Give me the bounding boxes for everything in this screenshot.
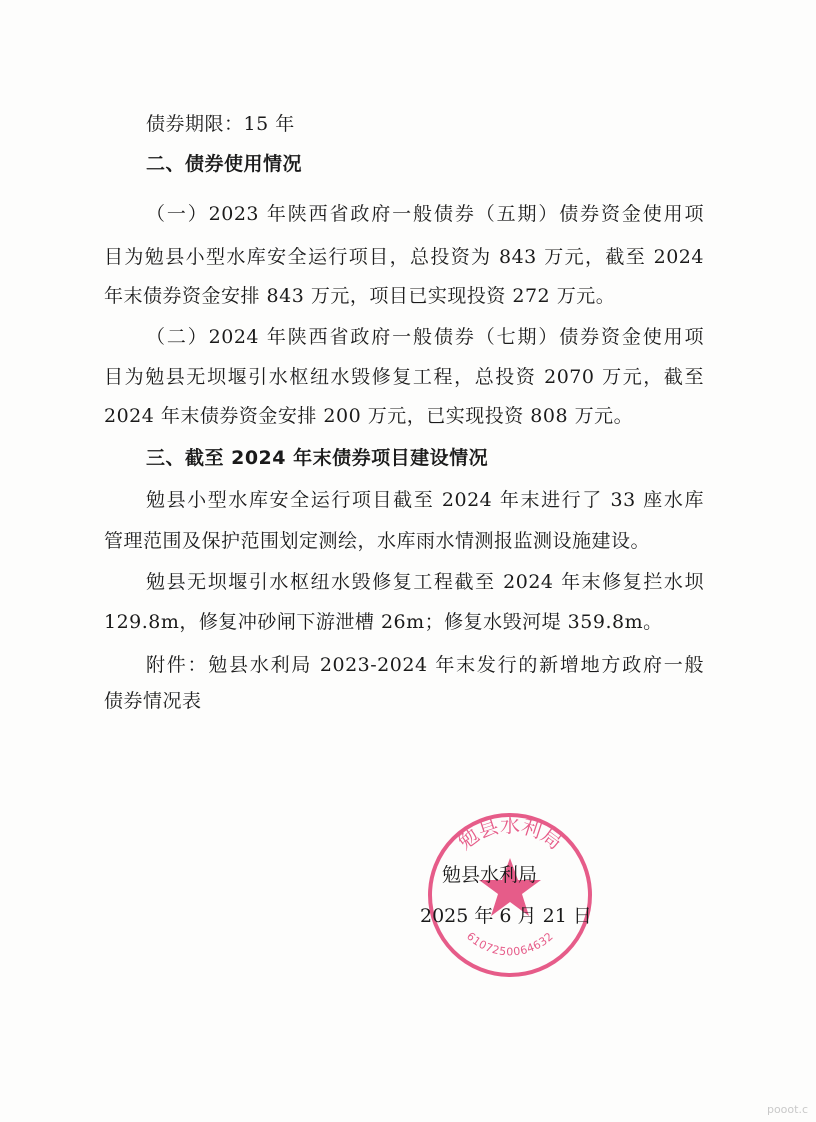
paragraph-line: （一）2023 年陕西省政府一般债券（五期）债券资金使用项 bbox=[146, 203, 704, 225]
section-heading-3: 三、截至 2024 年末债券项目建设情况 bbox=[146, 447, 489, 469]
watermark: pooot.c bbox=[766, 1103, 808, 1116]
svg-text:勉县水利局: 勉县水利局 bbox=[453, 813, 567, 855]
bond-term-line: 债券期限：15 年 bbox=[146, 113, 295, 135]
official-seal bbox=[425, 810, 595, 980]
section-heading-2: 二、债券使用情况 bbox=[146, 153, 303, 175]
signature-date: 2025 年 6 月 21 日 bbox=[420, 905, 592, 927]
paragraph-line: 勉县小型水库安全运行项目截至 2024 年末进行了 33 座水库 bbox=[146, 489, 704, 511]
paragraph-line: 目为勉县小型水库安全运行项目，总投资为 843 万元，截至 2024 bbox=[104, 246, 704, 268]
paragraph-line: 勉县无坝堰引水枢纽水毁修复工程截至 2024 年末修复拦水坝 bbox=[146, 571, 704, 593]
attachment-line: 附件：勉县水利局 2023-2024 年末发行的新增地方政府一般 bbox=[146, 654, 704, 676]
paragraph-line: 2024 年末债券资金安排 200 万元，已实现投资 808 万元。 bbox=[104, 405, 634, 427]
attachment-line: 债券情况表 bbox=[104, 690, 202, 712]
svg-text:6107250064632: 6107250064632 bbox=[463, 929, 557, 959]
paragraph-line: 129.8m，修复冲砂闸下游泄槽 26m；修复水毁河堤 359.8m。 bbox=[104, 611, 663, 633]
paragraph-line: 目为勉县无坝堰引水枢纽水毁修复工程，总投资 2070 万元，截至 bbox=[104, 366, 704, 388]
paragraph-line: （二）2024 年陕西省政府一般债券（七期）债券资金使用项 bbox=[146, 326, 704, 348]
paragraph-line: 年末债券资金安排 843 万元，项目已实现投资 272 万元。 bbox=[104, 285, 616, 307]
paragraph-line: 管理范围及保护范围划定测绘，水库雨水情测报监测设施建设。 bbox=[104, 530, 651, 552]
signature-org: 勉县水利局 bbox=[442, 864, 538, 886]
